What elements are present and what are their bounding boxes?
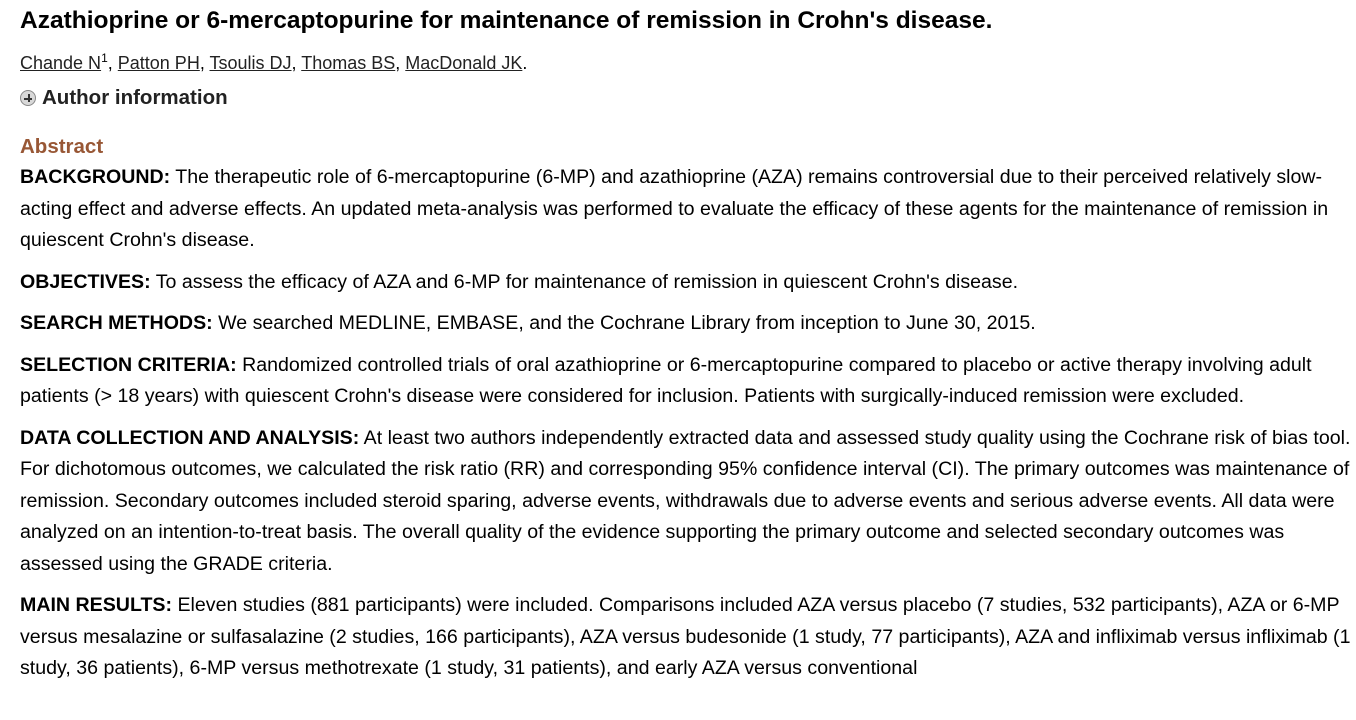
abstract-section-background	[20, 162, 1356, 257]
abstract-section-selection-criteria	[20, 350, 1356, 413]
section-text: We searched MEDLINE, EMBASE, and the Cochrane Library from inception to June 30, 2015.	[212, 312, 1036, 334]
author-separator: .	[522, 53, 528, 73]
author-separator: ,	[395, 53, 406, 73]
abstract-section-data-collection	[20, 423, 1356, 581]
author-information-toggle[interactable]	[20, 86, 228, 110]
author-separator: ,	[107, 53, 118, 73]
author-link[interactable]: Tsoulis DJ	[209, 53, 292, 73]
section-label: SELECTION CRITERIA:	[20, 353, 237, 376]
section-label: DATA COLLECTION AND ANALYSIS:	[20, 426, 360, 449]
section-label: OBJECTIVES:	[20, 270, 151, 293]
section-text: To assess the efficacy of AZA and 6-MP for maintenance of remission in quiescent Crohn's disease.	[150, 270, 1019, 293]
section-text: Randomized controlled trials of oral azathioprine or 6-mercaptopurine compared to placebo or active therapy involving adult patients (> 18 years) with quiescent Crohn's disease were considered for inclusion. Patients with surgically-induced remission were excluded.	[20, 353, 1312, 407]
author-separator: ,	[199, 53, 210, 73]
author-link[interactable]: Thomas BS	[301, 53, 396, 73]
expand-plus-icon[interactable]	[20, 90, 36, 106]
abstract-body	[20, 162, 1356, 695]
section-label: BACKGROUND:	[20, 166, 171, 188]
abstract-section-objectives	[20, 267, 1356, 299]
section-label: MAIN RESULTS:	[20, 594, 173, 616]
abstract-heading: Abstract	[20, 135, 104, 158]
author-affiliation-number[interactable]: 1	[101, 51, 108, 65]
abstract-section-search-methods	[20, 308, 1356, 340]
author-information-label[interactable]: Author information	[42, 86, 228, 109]
author-link[interactable]: Chande N	[20, 53, 102, 73]
section-text: At least two authors independently extracted data and assessed study quality using the Cochrane risk of bias tool. For dichotomous outcomes, we calculated the risk ratio (RR) and corresponding 95% confidence interval (CI). The primary outcomes was maintenance of remission. Secondary outcomes included steroid sparing, adverse events, withdrawals due to adverse events and serious adverse events. All data were analyzed on an intention-to-treat basis. The overall quality of the evidence supporting the primary outcome and selected secondary outcomes was assessed using the GRADE criteria.	[20, 426, 1351, 575]
author-separator: ,	[291, 53, 302, 73]
section-label: SEARCH METHODS:	[20, 312, 213, 334]
author-link[interactable]: Patton PH	[117, 53, 200, 73]
section-text: The therapeutic role of 6-mercaptopurine (6-MP) and azathioprine (AZA) remains controversial due to their perceived relatively slow-acting effect and adverse effects. An updated meta-analysis was performed to evaluate the efficacy of these agents for the maintenance of remission in quiescent Crohn's disease.	[20, 166, 1329, 251]
author-link[interactable]: MacDonald JK	[405, 53, 523, 73]
article-title: Azathioprine or 6-mercaptopurine for maintenance of remission in Crohn's disease.	[20, 7, 993, 34]
section-text: Eleven studies (881 participants) were included. Comparisons included AZA versus placebo (7 studies, 532 participants), AZA or 6-MP versus mesalazine or sulfasalazine (2 studies, 166 participants), AZA versus budesonide (1 study, 77 participants), AZA and infliximab versus infliximab (1 study, 36 patients), 6-MP versus methotrexate (1 study, 31 patients), and early AZA versus conventional	[20, 594, 1351, 679]
author-list	[20, 46, 527, 75]
abstract-section-main-results	[20, 590, 1356, 685]
